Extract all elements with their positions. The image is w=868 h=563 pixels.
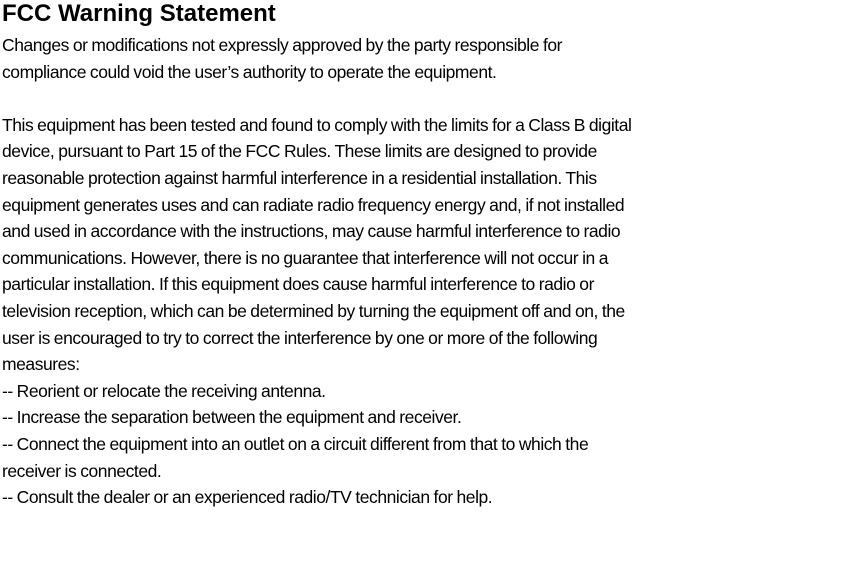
text-line: communications. However, there is no guarantee that interference will not occur in a [2, 247, 608, 268]
text-line: and used in accordance with the instructions, may cause harmful interference to radio [2, 221, 621, 242]
document-title: FCC Warning Statement [2, 0, 276, 27]
text-line: This equipment has been tested and found to comply with the limits for a Class B digital [2, 114, 632, 135]
text-line: Changes or modifications not expressly approved by the party responsible for [2, 35, 563, 55]
text-line: equipment generates uses and can radiate radio frequency energy and, if not installed [2, 194, 625, 215]
text-line: measures: [2, 354, 80, 375]
measure-item: -- Consult the dealer or an experienced radio/TV technician for help. [2, 487, 493, 508]
text-line: reasonable protection against harmful interference in a residential installation. This [2, 167, 597, 188]
text-line: user is encouraged to try to correct the interference by one or more of the following [2, 327, 598, 348]
text-line: device, pursuant to Part 15 of the FCC Rules. These limits are designed to provide [2, 141, 597, 162]
text-line: particular installation. If this equipment does cause harmful interference to radio or [2, 274, 594, 295]
text-line: television reception, which can be determined by turning the equipment off and on, the [2, 300, 625, 321]
measure-item: -- Increase the separation between the equipment and receiver. [2, 407, 462, 428]
class-b-compliance-paragraph [2, 112, 868, 511]
modification-warning-paragraph [2, 32, 868, 85]
measure-item-continuation: receiver is connected. [2, 460, 162, 481]
measure-item: -- Connect the equipment into an outlet on a circuit different from that to which the [2, 433, 589, 454]
measure-item: -- Reorient or relocate the receiving antenna. [2, 380, 326, 401]
text-line: compliance could void the user’s authority to operate the equipment. [2, 61, 497, 82]
